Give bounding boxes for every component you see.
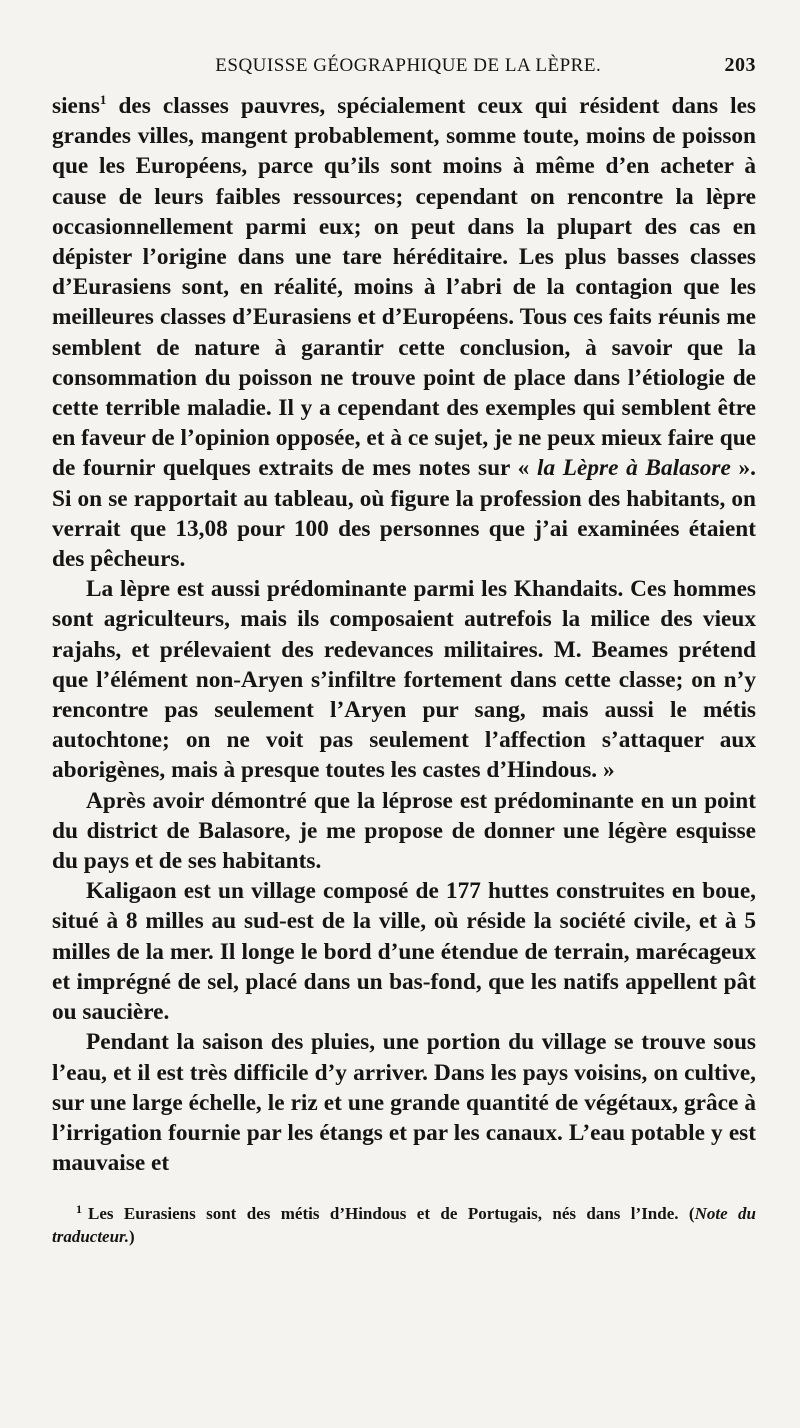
body-text: [52, 91, 756, 1178]
paragraph-1-italic-title: la Lèpre à Balasore: [536, 455, 731, 482]
paragraph-1-text-a: des classes pauvres, spécialement ceux qui résident dans les grandes villes, mangent probablement, somme toute, moins de poisson que les Européens, parce qu’ils sont moins à même d’en acheter à cause de leurs faibles ressources; cependant on rencontre la lèpre occasionnellement parmi eux; on peut dans la plupart des cas en dépister l’origine dans une tare héréditaire. Les plus basses classes d’Eurasiens sont, en réalité, moins à l’abri de la contagion que les meilleures classes d’Eurasiens et d’Européens. Tous ces faits réunis me semblent de nature à garantir cette conclusion, à savoir que la consommation du poisson ne trouve point de place dans l’étiologie de cette terrible maladie. Il y a cependant des exemples qui semblent être en faveur de l’opinion opposée, et à ce sujet, je ne peux mieux faire que de fournir quelques extraits de mes notes sur «: [52, 93, 756, 482]
footnote-reference: 1: [99, 92, 107, 108]
running-title: ESQUISSE GÉOGRAPHIQUE DE LA LÈPRE.: [215, 55, 602, 76]
paragraph-2: La lèpre est aussi prédominante parmi les Khandaits. Ces hommes sont agriculteurs, mais ils composaient autrefois la milice des vieux rajahs, et prélevaient des redevances militaires. M. Beames prétend que l’élément non-Aryen s’infiltre fortement dans cette classe; on n’y rencontre pas seulement l’Aryen pur sang, mais aussi le métis autochtone; on ne voit pas seulement l’affection s’attaquer aux aborigènes, mais à presque toutes les castes d’Hindous. »: [52, 576, 756, 784]
footnote-text: Les Eurasiens sont des métis d’Hindous et de Portugais, nés dans l’Inde. (: [88, 1204, 695, 1224]
paragraph-1-start: siens: [52, 93, 100, 119]
footnote-close: ): [129, 1227, 135, 1247]
page-number: 203: [724, 54, 756, 76]
paragraph-1-text-b: ». Si on se rapportait au tableau, où figure la profession des habitants, on verrait que 13,08 pour 100 des personnes que j’ai examinées étaient des pêcheurs.: [52, 455, 756, 573]
footnote-italic: Note du traducteur.: [52, 1204, 756, 1247]
paragraph-1: [52, 91, 756, 574]
paragraph-3: Après avoir démontré que la léprose est prédominante en un point du district de Balasore, je me propose de donner une légère esquisse du pays et de ses habitants.: [52, 787, 756, 875]
footnote: [52, 1202, 756, 1248]
paragraph-5: Pendant la saison des pluies, une portion du village se trouve sous l’eau, et il est très difficile d’y arriver. Dans les pays voisins, on cultive, sur une large échelle, le riz et une grande quantité de végétaux, grâce à l’irrigation fournie par les étangs et par les canaux. L’eau potable y est mauvaise et: [52, 1029, 756, 1177]
footnote-marker: 1: [76, 1201, 82, 1216]
paragraph-4: Kaligaon est un village composé de 177 huttes construites en boue, situé à 8 milles au sud-est de la ville, où réside la société civile, et à 5 milles de la mer. Il longe le bord d’une étendue de terrain, marécageux et imprégné de sel, placé dans un bas-fond, que les natifs appellent pât ou saucière.: [52, 878, 756, 1026]
running-head: [52, 54, 756, 77]
